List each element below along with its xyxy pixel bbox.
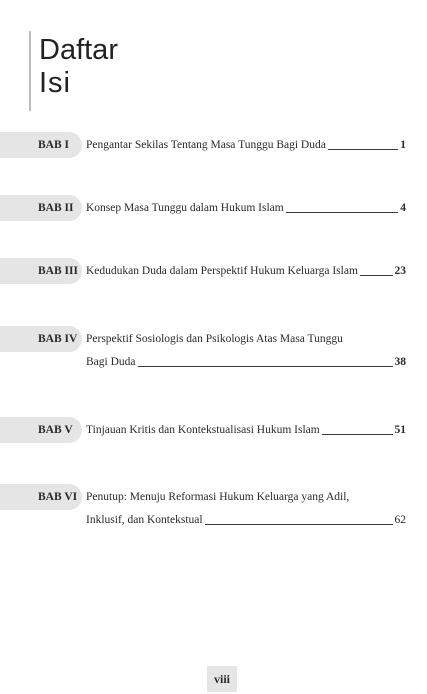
chapter-label: BAB V <box>38 424 73 436</box>
page-ref: 1 <box>400 139 406 151</box>
title-line-1: Daftar <box>39 34 118 66</box>
chapter-title: Pengantar Sekilas Tentang Masa Tunggu Bagi Duda <box>86 139 326 151</box>
page-title <box>39 34 118 100</box>
title-line-2: Isi <box>39 67 71 99</box>
chapter-title-continued: Inklusif, dan Kontekstual <box>86 514 203 526</box>
chapter-title-line <box>86 507 406 533</box>
chapter-title: Kedudukan Duda dalam Perspektif Hukum Keluarga Islam <box>86 265 358 277</box>
chapter-label: BAB II <box>38 202 74 214</box>
chapter-title: Perspektif Sosiologis dan Psikologis Atas Masa Tunggu <box>86 333 343 345</box>
chapter-title-line <box>86 132 406 158</box>
chapter-title-line <box>86 258 406 284</box>
dot-leader <box>286 212 399 213</box>
chapter-label: BAB I <box>38 139 69 151</box>
dot-leader <box>205 524 393 525</box>
dot-leader <box>322 434 393 435</box>
page-ref: 4 <box>400 202 406 214</box>
chapter-label: BAB IV <box>38 333 78 345</box>
page-ref: 62 <box>394 514 406 526</box>
dot-leader <box>328 149 398 150</box>
chapter-title-line <box>86 349 406 375</box>
chapter-title-continued: Bagi Duda <box>86 356 136 368</box>
page-ref: 38 <box>394 356 406 368</box>
chapter-label: BAB VI <box>38 491 78 503</box>
chapter-title: Penutup: Menuju Reformasi Hukum Keluarga yang Adil, <box>86 491 350 503</box>
chapter-label: BAB III <box>38 265 78 277</box>
page-ref: 23 <box>394 265 406 277</box>
title-rule <box>29 31 31 111</box>
dot-leader <box>138 366 393 367</box>
chapter-title: Tinjauan Kritis dan Kontekstualisasi Hukum Islam <box>86 424 320 436</box>
chapter-title-line <box>86 195 406 221</box>
chapter-title: Konsep Masa Tunggu dalam Hukum Islam <box>86 202 284 214</box>
dot-leader <box>360 275 393 276</box>
page-ref: 51 <box>394 424 406 436</box>
chapter-title-line <box>86 417 406 443</box>
page-number: viii <box>207 666 237 692</box>
